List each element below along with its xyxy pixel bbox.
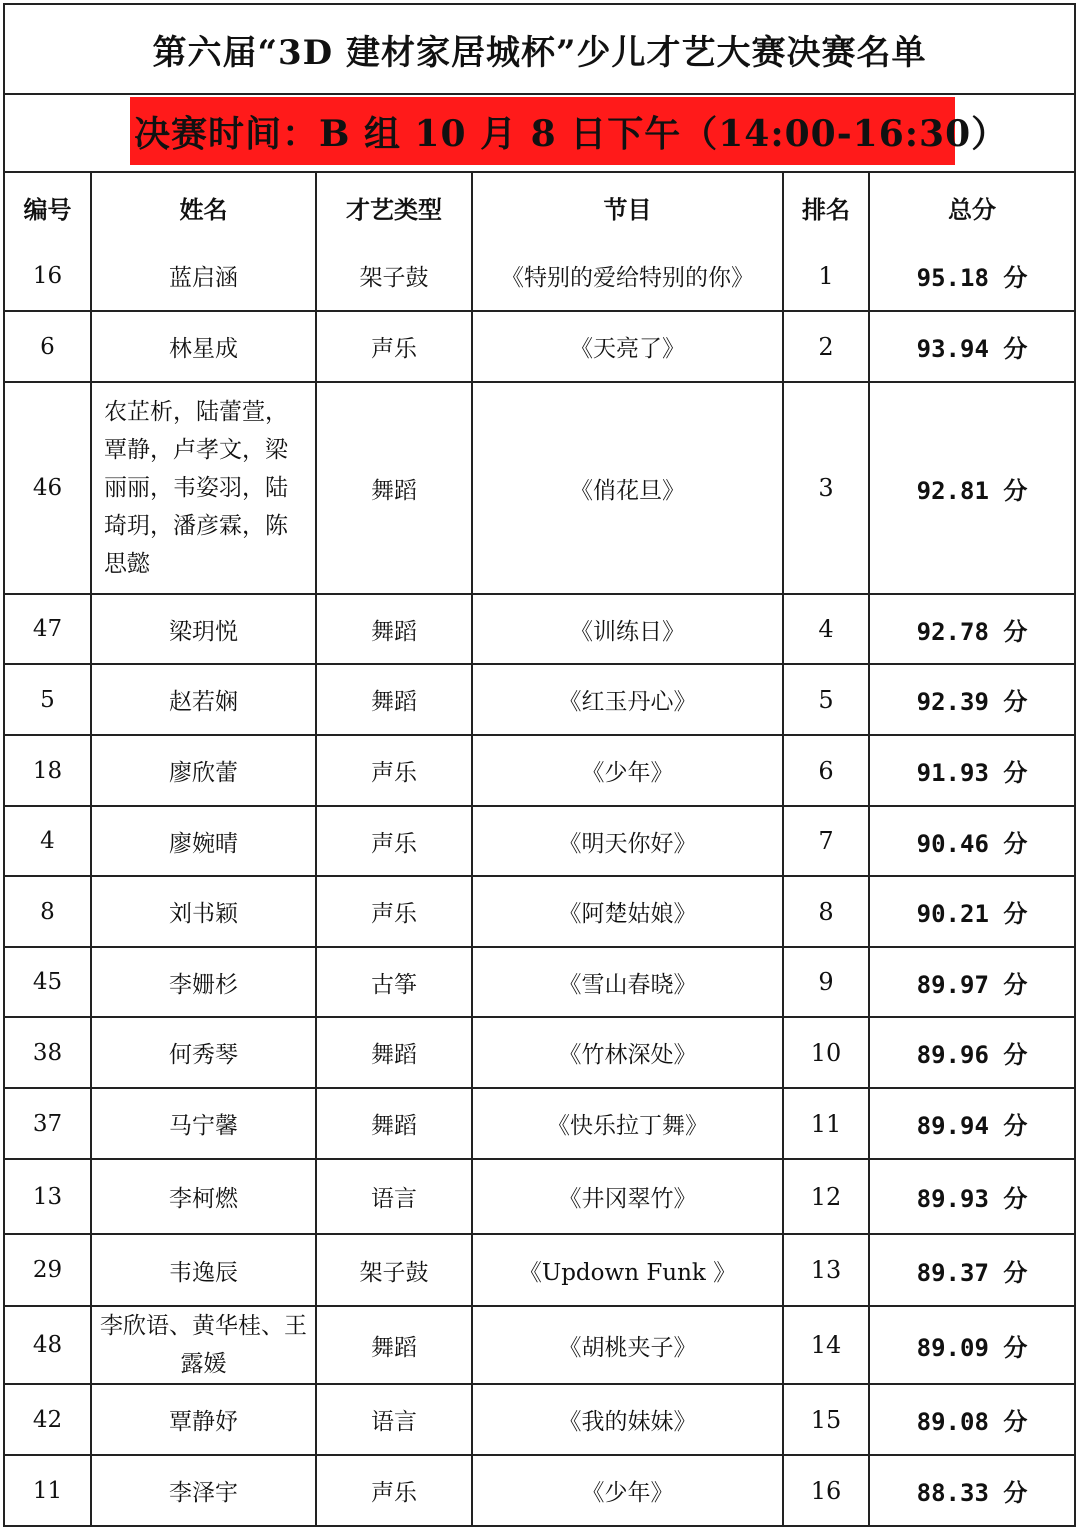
- table-row: [5, 311, 1074, 382]
- schedule-banner: 决赛时间：B 组 10 月 8 日下午（14:00-16:30）: [130, 97, 955, 165]
- header-id: 编号: [5, 173, 91, 241]
- cell-id: 13: [5, 1159, 91, 1234]
- cell-type: 架子鼓: [316, 1234, 472, 1306]
- header-name: 姓名: [91, 173, 316, 241]
- cell-type: 语言: [316, 1384, 472, 1455]
- cell-id: 6: [5, 311, 91, 382]
- cell-program: 《快乐拉丁舞》: [472, 1088, 783, 1159]
- cell-score: 89.97 分: [869, 947, 1074, 1017]
- table-row: [5, 735, 1074, 806]
- header-program: 节目: [472, 173, 783, 241]
- table-row: [5, 1384, 1074, 1455]
- cell-program: 《我的妹妹》: [472, 1384, 783, 1455]
- cell-score: 88.33 分: [869, 1455, 1074, 1525]
- cell-name: 蓝启涵: [91, 241, 316, 311]
- cell-type: 舞蹈: [316, 664, 472, 735]
- cell-score: 92.39 分: [869, 664, 1074, 735]
- cell-program: 《竹林深处》: [472, 1017, 783, 1088]
- cell-rank: 8: [783, 876, 869, 947]
- cell-name: 李泽宇: [91, 1455, 316, 1525]
- cell-id: 46: [5, 382, 91, 594]
- cell-type: 舞蹈: [316, 1088, 472, 1159]
- table-row: [5, 382, 1074, 594]
- cell-id: 38: [5, 1017, 91, 1088]
- table-row: [5, 1088, 1074, 1159]
- cell-id: 45: [5, 947, 91, 1017]
- cell-type: 声乐: [316, 735, 472, 806]
- cell-type: 声乐: [316, 806, 472, 876]
- cell-program: 《天亮了》: [472, 311, 783, 382]
- cell-program: 《训练日》: [472, 594, 783, 664]
- cell-score: 89.37 分: [869, 1234, 1074, 1306]
- cell-id: 29: [5, 1234, 91, 1306]
- table-row: [5, 664, 1074, 735]
- cell-program: 《少年》: [472, 735, 783, 806]
- cell-program: 《俏花旦》: [472, 382, 783, 594]
- page-title: 第六届“3D 建材家居城杯”少儿才艺大赛决赛名单: [5, 5, 1074, 95]
- cell-rank: 1: [783, 241, 869, 311]
- cell-rank: 14: [783, 1306, 869, 1384]
- schedule-row: [5, 95, 1074, 173]
- cell-rank: 6: [783, 735, 869, 806]
- cell-type: 古筝: [316, 947, 472, 1017]
- cell-name: 廖欣蕾: [91, 735, 316, 806]
- cell-score: 89.96 分: [869, 1017, 1074, 1088]
- cell-rank: 4: [783, 594, 869, 664]
- table-row: [5, 594, 1074, 664]
- cell-name: 廖婉晴: [91, 806, 316, 876]
- table-row: [5, 1159, 1074, 1234]
- cell-type: 舞蹈: [316, 1306, 472, 1384]
- cell-id: 4: [5, 806, 91, 876]
- header-score: 总分: [869, 173, 1074, 241]
- cell-id: 47: [5, 594, 91, 664]
- cell-name: 何秀琴: [91, 1017, 316, 1088]
- cell-program: 《雪山春晓》: [472, 947, 783, 1017]
- cell-id: 5: [5, 664, 91, 735]
- cell-score: 89.08 分: [869, 1384, 1074, 1455]
- cell-score: 95.18 分: [869, 241, 1074, 311]
- cell-name: 刘书颖: [91, 876, 316, 947]
- cell-score: 91.93 分: [869, 735, 1074, 806]
- table-row: [5, 1234, 1074, 1306]
- cell-type: 舞蹈: [316, 382, 472, 594]
- cell-rank: 3: [783, 382, 869, 594]
- cell-score: 92.81 分: [869, 382, 1074, 594]
- cell-program: 《少年》: [472, 1455, 783, 1525]
- cell-name: 赵若娴: [91, 664, 316, 735]
- cell-type: 声乐: [316, 876, 472, 947]
- cell-rank: 7: [783, 806, 869, 876]
- cell-name: 梁玥悦: [91, 594, 316, 664]
- table-row: [5, 241, 1074, 311]
- cell-type: 语言: [316, 1159, 472, 1234]
- cell-rank: 5: [783, 664, 869, 735]
- table-row: [5, 947, 1074, 1017]
- cell-score: 89.93 分: [869, 1159, 1074, 1234]
- cell-rank: 15: [783, 1384, 869, 1455]
- cell-rank: 10: [783, 1017, 869, 1088]
- cell-name: 韦逸辰: [91, 1234, 316, 1306]
- cell-score: 93.94 分: [869, 311, 1074, 382]
- cell-program: 《Updown Funk 》: [472, 1234, 783, 1306]
- cell-program: 《井冈翠竹》: [472, 1159, 783, 1234]
- cell-type: 声乐: [316, 311, 472, 382]
- header-rank: 排名: [783, 173, 869, 241]
- cell-program: 《胡桃夹子》: [472, 1306, 783, 1384]
- header-row: [5, 173, 1074, 241]
- cell-program: 《阿楚姑娘》: [472, 876, 783, 947]
- cell-name: 李柯燃: [91, 1159, 316, 1234]
- cell-id: 37: [5, 1088, 91, 1159]
- table-row: [5, 806, 1074, 876]
- cell-score: 90.21 分: [869, 876, 1074, 947]
- cell-type: 声乐: [316, 1455, 472, 1525]
- cell-rank: 13: [783, 1234, 869, 1306]
- cell-id: 18: [5, 735, 91, 806]
- cell-id: 11: [5, 1455, 91, 1525]
- cell-rank: 16: [783, 1455, 869, 1525]
- table-row: [5, 876, 1074, 947]
- cell-id: 42: [5, 1384, 91, 1455]
- table-row: [5, 1306, 1074, 1384]
- cell-type: 舞蹈: [316, 594, 472, 664]
- cell-program: 《特别的爱给特别的你》: [472, 241, 783, 311]
- cell-id: 16: [5, 241, 91, 311]
- cell-type: 架子鼓: [316, 241, 472, 311]
- table-row: [5, 1455, 1074, 1525]
- table-row: [5, 1017, 1074, 1088]
- cell-program: 《明天你好》: [472, 806, 783, 876]
- cell-id: 8: [5, 876, 91, 947]
- header-type: 才艺类型: [316, 173, 472, 241]
- cell-type: 舞蹈: [316, 1017, 472, 1088]
- cell-rank: 9: [783, 947, 869, 1017]
- cell-score: 89.94 分: [869, 1088, 1074, 1159]
- cell-id: 48: [5, 1306, 91, 1384]
- cell-name: 马宁馨: [91, 1088, 316, 1159]
- results-table: [5, 173, 1074, 1525]
- cell-program: 《红玉丹心》: [472, 664, 783, 735]
- cell-name: 农芷析，陆蕾萱，覃静，卢孝文，梁丽丽，韦姿羽，陆琦玥，潘彦霖，陈思懿: [91, 382, 316, 594]
- cell-rank: 12: [783, 1159, 869, 1234]
- cell-name: 覃静妤: [91, 1384, 316, 1455]
- cell-score: 92.78 分: [869, 594, 1074, 664]
- cell-rank: 11: [783, 1088, 869, 1159]
- results-sheet: [3, 3, 1076, 1527]
- cell-name: 李欣语、黄华桂、王露媛: [91, 1306, 316, 1384]
- cell-name: 林星成: [91, 311, 316, 382]
- cell-name: 李姗杉: [91, 947, 316, 1017]
- cell-score: 90.46 分: [869, 806, 1074, 876]
- cell-rank: 2: [783, 311, 869, 382]
- cell-score: 89.09 分: [869, 1306, 1074, 1384]
